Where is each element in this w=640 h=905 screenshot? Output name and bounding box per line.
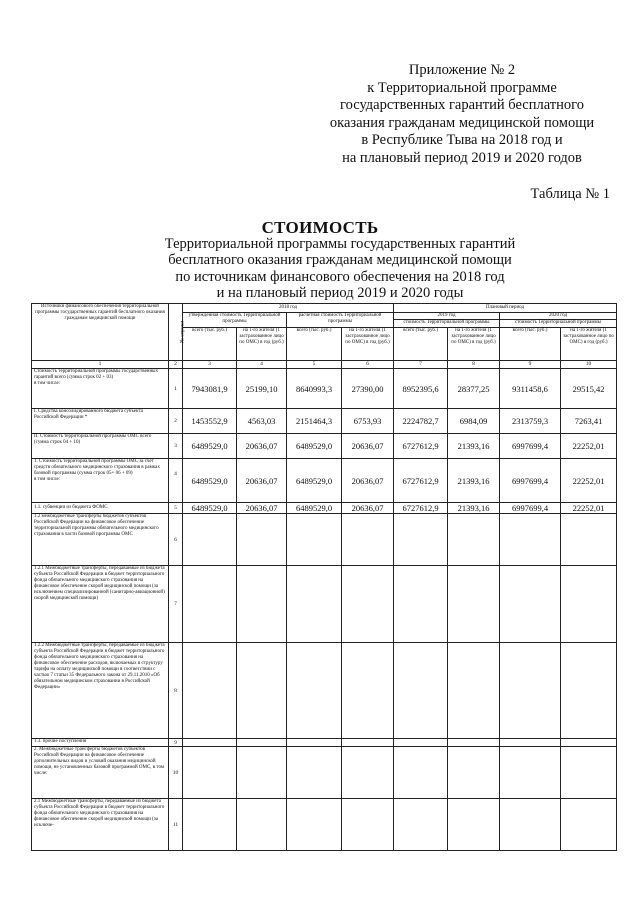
column-number: 7	[394, 361, 448, 369]
cost-table	[31, 303, 617, 851]
value-cell: 27390,00	[342, 369, 394, 409]
value-cell	[342, 739, 394, 747]
table-row	[32, 503, 617, 514]
appendix-line: в Республике Тыва на 2018 год и	[361, 132, 563, 149]
value-cell	[561, 747, 617, 799]
value-cell	[561, 514, 617, 566]
appendix-heading	[300, 62, 624, 168]
value-cell: 6727612,9	[394, 503, 448, 514]
document-subtitle	[40, 236, 640, 302]
row-label-sub: в том числе:	[34, 477, 61, 482]
row-label-text: 1. Стоимость территориальной программы ОМС за счет средств обязательного медицинского страхования в рамках базовой программы (сумма строк 05+ 06 + 09)	[34, 459, 160, 476]
document-title: СТОИМОСТЬ	[261, 218, 379, 237]
value-cell: 6489529,0	[183, 503, 237, 514]
value-cell	[448, 514, 500, 566]
row-label: II. Стоимость территориальной программы ОМС всего (сумма строк 04 + 10)	[32, 434, 169, 459]
header-per-capita: на 1-го жителя (1 застрахованное лицо по ОМС) в год (руб.)	[448, 328, 500, 361]
row-label: 2.1 Межбюджетные трансферты, передаваемые из бюджета субъекта Российской Федерации в бюджет территориального фонда обязательного медицинского страхования на финансовое обеспечение скорой медицинской помощи (за исключе-	[32, 799, 169, 851]
value-cell: 20636,07	[342, 503, 394, 514]
header-total: всего (тыс. руб.)	[394, 328, 448, 361]
table-row	[32, 747, 617, 799]
value-cell	[448, 566, 500, 643]
value-cell	[183, 643, 237, 739]
row-label: 1.3. прочие поступления	[32, 739, 169, 747]
value-cell: 21393,16	[448, 434, 500, 459]
value-cell: 20636,07	[342, 434, 394, 459]
value-cell: 6727612,9	[394, 434, 448, 459]
value-cell	[287, 643, 342, 739]
value-cell: 6489529,0	[287, 459, 342, 503]
value-cell: 7263,41	[561, 409, 617, 434]
value-cell	[394, 739, 448, 747]
value-cell: 22252,01	[561, 434, 617, 459]
value-cell	[237, 514, 287, 566]
table-row	[32, 643, 617, 739]
header-total: всего (тыс. руб.)	[500, 328, 561, 361]
value-cell	[448, 739, 500, 747]
header-row-no	[169, 304, 186, 361]
header-per-capita: на 1-го жителя (1 застрахованное лицо по ОМС) в год (руб.)	[342, 328, 394, 361]
row-number: 9	[169, 739, 183, 747]
value-cell: 6489529,0	[287, 503, 342, 514]
value-cell	[394, 643, 448, 739]
column-number: 3	[183, 361, 237, 369]
appendix-line: оказания гражданам медицинской помощи	[329, 114, 595, 131]
value-cell: 7943081,9	[183, 369, 237, 409]
row-label	[32, 369, 169, 409]
value-cell: 21393,16	[448, 459, 500, 503]
header-year-2019: 2019 год	[394, 313, 500, 320]
row-number: 6	[169, 514, 183, 566]
value-cell: 6489529,0	[183, 459, 237, 503]
value-cell	[448, 643, 500, 739]
value-cell	[448, 799, 500, 851]
subtitle-line: и на плановый период 2019 и 2020 годы	[216, 285, 464, 302]
value-cell: 1453552,9	[183, 409, 237, 434]
value-cell	[183, 566, 237, 643]
table-row	[32, 514, 617, 566]
row-number: 2	[169, 409, 183, 434]
table-number: Таблица № 1	[530, 186, 610, 202]
value-cell	[237, 799, 287, 851]
column-number-row	[32, 361, 617, 369]
column-number: 10	[561, 361, 617, 369]
value-cell: 20636,07	[237, 503, 287, 514]
header-cost-2019: стоимость Территориальной программы	[394, 320, 500, 328]
row-number: 3	[169, 434, 183, 459]
subtitle-line: по источникам финансового обеспечения на 2018 год	[175, 268, 505, 285]
header-year-2018: 2018 год	[183, 304, 394, 313]
value-cell	[561, 566, 617, 643]
value-cell	[287, 747, 342, 799]
row-number: 7	[169, 566, 183, 643]
row-label-sub: в том числе:	[34, 381, 61, 386]
value-cell	[500, 739, 561, 747]
appendix-line: государственных гарантий бесплатного	[340, 97, 584, 114]
header-cost-2020: стоимость Территориальной программы	[500, 320, 617, 328]
table-row	[32, 459, 617, 503]
row-number: 4	[169, 459, 183, 503]
value-cell	[561, 643, 617, 739]
appendix-line: на плановый период 2019 и 2020 годов	[342, 149, 582, 166]
subtitle-line: Территориальной программы государственных гарантий	[164, 236, 516, 252]
header-total: всего (тыс. руб.)	[183, 328, 237, 361]
column-number: 6	[342, 361, 394, 369]
value-cell: 6997699,4	[500, 434, 561, 459]
value-cell	[287, 514, 342, 566]
row-label: 2. Межбюджетные трансферты бюджетов субъектов Российской Федерации на финансовое обеспечение дополнительных видов и условий оказания медицинской помощи, не установленных базовой программой ОМС, в том числе:	[32, 747, 169, 799]
value-cell: 8952395,6	[394, 369, 448, 409]
column-number: 5	[287, 361, 342, 369]
value-cell: 8640993,3	[287, 369, 342, 409]
value-cell	[500, 643, 561, 739]
value-cell	[183, 739, 237, 747]
value-cell	[500, 514, 561, 566]
value-cell	[394, 799, 448, 851]
value-cell	[237, 747, 287, 799]
value-cell	[183, 799, 237, 851]
value-cell: 20636,07	[342, 459, 394, 503]
column-number: 4	[237, 361, 287, 369]
row-number: 10	[169, 747, 183, 799]
value-cell	[500, 566, 561, 643]
header-per-capita: на 1-го жителя (1 застрахованное лицо по ОМС) в год (руб.)	[237, 328, 287, 361]
value-cell: 2151464,3	[287, 409, 342, 434]
header-planned: Плановый период	[394, 304, 617, 313]
value-cell: 4563,03	[237, 409, 287, 434]
value-cell	[287, 739, 342, 747]
value-cell: 6984,09	[448, 409, 500, 434]
header-calculated: расчетная стоимость Территориальной программы	[287, 313, 394, 328]
value-cell: 6727612,9	[394, 459, 448, 503]
value-cell	[500, 799, 561, 851]
row-label-text: Стоимость территориальной программы государственных гарантий всего (сумма строк 02 + 03)	[34, 369, 159, 380]
column-number: 1	[32, 361, 169, 369]
header-approved: утвержденная стоимость Территориальной программы	[183, 313, 287, 328]
row-label: 1.2.1 Межбюджетные трансферты, передаваемые из бюджета субъекта Российской Федерации в бюджет территориального фонда обязательного медицинского страхования на финансовое обеспечение скорой медицинской помощи (за исключением специализированной (санитарно-авиационной) скорой медицинской помощи)	[32, 566, 169, 643]
row-label: 1.1. субвенции из бюджета ФОМС	[32, 503, 169, 514]
value-cell	[561, 799, 617, 851]
row-number: 8	[169, 643, 183, 739]
value-cell: 6997699,4	[500, 459, 561, 503]
value-cell	[342, 514, 394, 566]
appendix-line: Приложение № 2	[408, 62, 516, 78]
row-label: 1.2 межбюджетные трансферты бюджетов субъектов Российской Федерации на финансовое обеспечение территориальной программы обязательного медицинского страхования в части базовой программы ОМС	[32, 514, 169, 566]
appendix-line: к Территориальной программе	[367, 79, 557, 96]
column-number: 2	[169, 361, 183, 369]
value-cell	[342, 799, 394, 851]
table-row	[32, 369, 617, 409]
value-cell: 2224782,7	[394, 409, 448, 434]
table-row	[32, 566, 617, 643]
value-cell	[448, 747, 500, 799]
value-cell: 25199,10	[237, 369, 287, 409]
value-cell	[394, 514, 448, 566]
row-label	[32, 459, 169, 503]
value-cell: 22252,01	[561, 503, 617, 514]
table-row	[32, 799, 617, 851]
row-label: I. Средства консолидированного бюджета субъекта Российской Федерации *	[32, 409, 169, 434]
value-cell	[342, 747, 394, 799]
value-cell	[183, 514, 237, 566]
value-cell: 6489529,0	[183, 434, 237, 459]
value-cell	[342, 643, 394, 739]
header-per-capita: на 1-го жителя (1 застрахованное лицо по ОМС) в год (руб.)	[561, 328, 617, 361]
value-cell	[237, 566, 287, 643]
header-year-2020: 2020 год	[500, 313, 617, 320]
table-row	[32, 409, 617, 434]
value-cell: 2313759,3	[500, 409, 561, 434]
row-number: 5	[169, 503, 183, 514]
value-cell	[287, 566, 342, 643]
value-cell	[237, 643, 287, 739]
row-label: 1.2.2 Межбюджетные трансферты, передаваемые из бюджета субъекта Российской Федерации в бюджет территориального фонда обязательного медицинского страхования на финансовое обеспечение расходов, включаемых в структуру тарифа на оплату медицинской помощи в соответствии с частью 7 статьи 35 Федерального закона от 29.11.2010 «Об обязательном медицинском страховании в Российской Федерации»	[32, 643, 169, 739]
value-cell	[237, 739, 287, 747]
value-cell	[183, 747, 237, 799]
value-cell: 20636,07	[237, 434, 287, 459]
value-cell: 22252,01	[561, 459, 617, 503]
header-sources: Источники финансового обеспечения территориальной программы государственных гарантий бесплатного оказания гражданам медицинской помощи	[32, 304, 169, 361]
value-cell	[287, 799, 342, 851]
header-total: всего (тыс. руб.)	[287, 328, 342, 361]
value-cell: 21393,16	[448, 503, 500, 514]
value-cell	[342, 566, 394, 643]
table-row	[32, 739, 617, 747]
column-number: 8	[448, 361, 500, 369]
value-cell: 28377,25	[448, 369, 500, 409]
value-cell: 9311458,6	[500, 369, 561, 409]
value-cell: 6997699,4	[500, 503, 561, 514]
value-cell: 20636,07	[237, 459, 287, 503]
table-row	[32, 434, 617, 459]
value-cell	[561, 739, 617, 747]
value-cell: 6753,93	[342, 409, 394, 434]
value-cell	[500, 747, 561, 799]
subtitle-line: бесплатного оказания гражданам медицинской помощи	[168, 252, 512, 269]
value-cell: 6489529,0	[287, 434, 342, 459]
value-cell	[394, 566, 448, 643]
value-cell: 29515,42	[561, 369, 617, 409]
value-cell	[394, 747, 448, 799]
header-row-no-text: № строки	[179, 320, 186, 344]
row-number: 1	[169, 369, 183, 409]
row-number: 11	[169, 799, 183, 851]
column-number: 9	[500, 361, 561, 369]
